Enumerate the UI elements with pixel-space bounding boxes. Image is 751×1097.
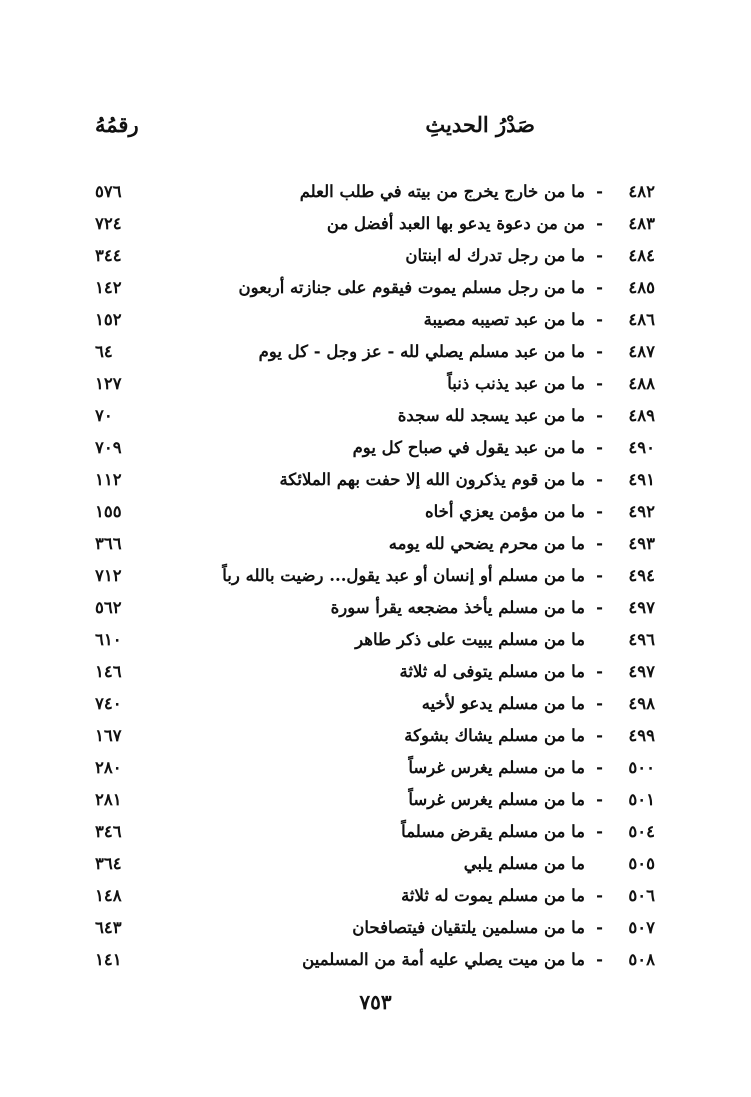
list-item	[95, 624, 655, 656]
entry-dash: -	[596, 790, 603, 809]
list-item	[95, 528, 655, 560]
entry-number: ٤٩٧	[628, 598, 655, 617]
hadith-reference-number: ٧٢٤	[95, 214, 122, 233]
entry-dash: -	[596, 406, 603, 425]
list-item	[95, 272, 655, 304]
hadith-opening-text: ما من مسلم يتوفى له ثلاثة	[399, 662, 585, 681]
hadith-reference-number: ١٥٥	[95, 502, 122, 521]
entry-dash: -	[596, 822, 603, 841]
list-item	[95, 240, 655, 272]
hadith-opening-text: ما من عبد يذنب ذنباً	[447, 374, 585, 393]
hadith-reference-number: ٦٤	[95, 342, 113, 361]
entry-number: ٤٩٠	[628, 438, 655, 457]
entry-number: ٤٩٧	[628, 662, 655, 681]
hadith-opening-text: ما من عبد تصيبه مصيبة	[423, 310, 585, 329]
hadith-opening-text: ما من رجل تدرك له ابنتان	[405, 246, 585, 265]
list-item	[95, 848, 655, 880]
hadith-reference-number: ٧١٢	[95, 566, 122, 585]
hadith-opening-text: ما من عبد مسلم يصلي لله - عز وجل - كل يوم	[258, 342, 585, 361]
entry-number: ٥٠١	[628, 790, 655, 809]
entry-number: ٤٨٥	[628, 278, 655, 297]
list-item	[95, 720, 655, 752]
hadith-opening-text: ما من مسلم يغرس غرساً	[408, 790, 585, 809]
list-item	[95, 784, 655, 816]
entry-number: ٤٨٩	[628, 406, 655, 425]
entry-number: ٥٠٠	[628, 758, 655, 777]
list-item	[95, 464, 655, 496]
hadith-opening-text: ما من مسلم يأخذ مضجعه يقرأ سورة	[330, 598, 585, 617]
number-column-heading: رقمُهُ	[95, 112, 139, 137]
hadith-opening-text: ما من خارج يخرج من بيته في طلب العلم	[299, 182, 585, 201]
entry-number: ٤٨٢	[628, 182, 655, 201]
entry-dash: -	[596, 566, 603, 585]
entry-dash: -	[596, 950, 603, 969]
hadith-opening-text: ما من محرم يضحي لله يومه	[388, 534, 585, 553]
entry-dash: -	[596, 662, 603, 681]
hadith-opening-text: ما من مسلمين يلتقيان فيتصافحان	[352, 918, 585, 937]
entry-dash: -	[596, 438, 603, 457]
hadith-reference-number: ٧٠	[95, 406, 113, 425]
hadith-index-list	[95, 176, 655, 976]
entry-number: ٤٩٩	[628, 726, 655, 745]
list-item	[95, 592, 655, 624]
hadith-reference-number: ٥٦٢	[95, 598, 122, 617]
hadith-opening-text: ما من قوم يذكرون الله إلا حفت بهم الملائكة	[279, 470, 585, 489]
entry-number: ٤٩٣	[628, 534, 655, 553]
entry-number: ٥٠٥	[628, 854, 655, 873]
entry-number: ٤٨٧	[628, 342, 655, 361]
hadith-reference-number: ٢٨١	[95, 790, 122, 809]
entry-number: ٤٩٦	[628, 630, 655, 649]
entry-number: ٤٨٦	[628, 310, 655, 329]
hadith-opening-text: ما من مسلم يلبي	[463, 854, 585, 873]
list-item	[95, 752, 655, 784]
entry-number: ٤٩٢	[628, 502, 655, 521]
hadith-opening-text: ما من رجل مسلم يموت فيقوم على جنازته أربعون	[238, 278, 585, 297]
hadith-reference-number: ١٥٢	[95, 310, 122, 329]
entry-number: ٤٩٤	[628, 566, 655, 585]
list-item	[95, 688, 655, 720]
hadith-reference-number: ١٤٨	[95, 886, 122, 905]
list-item	[95, 560, 655, 592]
hadith-reference-number: ٧٠٩	[95, 438, 122, 457]
hadith-reference-number: ٣٦٦	[95, 534, 122, 553]
entry-dash: -	[596, 758, 603, 777]
list-item	[95, 432, 655, 464]
hadith-reference-number: ٣٦٤	[95, 854, 122, 873]
entry-dash: -	[596, 278, 603, 297]
entry-dash: -	[596, 374, 603, 393]
hadith-opening-text: ما من مسلم يشاك بشوكة	[404, 726, 585, 745]
entry-dash: -	[596, 886, 603, 905]
hadith-reference-number: ٣٤٦	[95, 822, 122, 841]
entry-number: ٤٨٤	[628, 246, 655, 265]
entry-dash: -	[596, 726, 603, 745]
entry-dash: -	[596, 534, 603, 553]
hadith-reference-number: ١٤٢	[95, 278, 122, 297]
list-item	[95, 336, 655, 368]
hadith-opening-text: ما من عبد يسجد لله سجدة	[397, 406, 585, 425]
hadith-reference-number: ١٤١	[95, 950, 122, 969]
hadith-reference-number: ٦٤٣	[95, 918, 122, 937]
entry-dash: -	[596, 246, 603, 265]
entry-number: ٤٩١	[628, 470, 655, 489]
hadith-opening-text: ما من مسلم يموت له ثلاثة	[401, 886, 585, 905]
hadith-opening-text: من من دعوة يدعو بها العبد أفضل من	[326, 214, 585, 233]
hadith-reference-number: ١٤٦	[95, 662, 122, 681]
entry-number: ٤٨٨	[628, 374, 655, 393]
hadith-reference-number: ٧٤٠	[95, 694, 122, 713]
entry-dash: -	[596, 502, 603, 521]
hadith-opening-text: ما من مؤمن يعزي أخاه	[424, 502, 585, 521]
list-item	[95, 656, 655, 688]
hadith-reference-number: ٢٨٠	[95, 758, 122, 777]
entry-number: ٥٠٤	[628, 822, 655, 841]
entry-dash: -	[596, 694, 603, 713]
entry-dash: -	[596, 598, 603, 617]
hadith-reference-number: ٦١٠	[95, 630, 122, 649]
entry-number: ٤٨٣	[628, 214, 655, 233]
entry-number: ٤٩٨	[628, 694, 655, 713]
list-item	[95, 880, 655, 912]
hadith-opening-text: ما من مسلم يبيت على ذكر طاهر	[355, 630, 585, 649]
hadith-opening-text: ما من عبد يقول في صباح كل يوم	[352, 438, 585, 457]
list-item	[95, 400, 655, 432]
list-item	[95, 496, 655, 528]
hadith-opening-text: ما من مسلم يدعو لأخيه	[421, 694, 585, 713]
table-header	[95, 112, 655, 146]
entry-dash: -	[596, 214, 603, 233]
list-item	[95, 944, 655, 976]
list-item	[95, 304, 655, 336]
hadith-column-heading: صَدْرُ الحديثِ	[425, 112, 535, 137]
list-item	[95, 368, 655, 400]
hadith-reference-number: ٥٧٦	[95, 182, 122, 201]
list-item	[95, 816, 655, 848]
list-item	[95, 208, 655, 240]
hadith-opening-text: ما من مسلم أو إنسان أو عبد يقول... رضيت بالله رباً	[222, 566, 585, 585]
entry-dash: -	[596, 918, 603, 937]
entry-number: ٥٠٧	[628, 918, 655, 937]
entry-number: ٥٠٨	[628, 950, 655, 969]
hadith-reference-number: ١١٢	[95, 470, 122, 489]
hadith-reference-number: ١٦٧	[95, 726, 122, 745]
entry-dash: -	[596, 470, 603, 489]
entry-dash: -	[596, 310, 603, 329]
page-number: ٧٥٣	[359, 990, 392, 1014]
entry-dash: -	[596, 182, 603, 201]
entry-dash: -	[596, 342, 603, 361]
hadith-reference-number: ٣٤٤	[95, 246, 122, 265]
hadith-opening-text: ما من ميت يصلي عليه أمة من المسلمين	[302, 950, 585, 969]
hadith-opening-text: ما من مسلم يغرس غرساً	[408, 758, 585, 777]
hadith-reference-number: ١٢٧	[95, 374, 122, 393]
entry-number: ٥٠٦	[628, 886, 655, 905]
list-item	[95, 912, 655, 944]
list-item	[95, 176, 655, 208]
hadith-opening-text: ما من مسلم يقرض مسلماً	[401, 822, 585, 841]
